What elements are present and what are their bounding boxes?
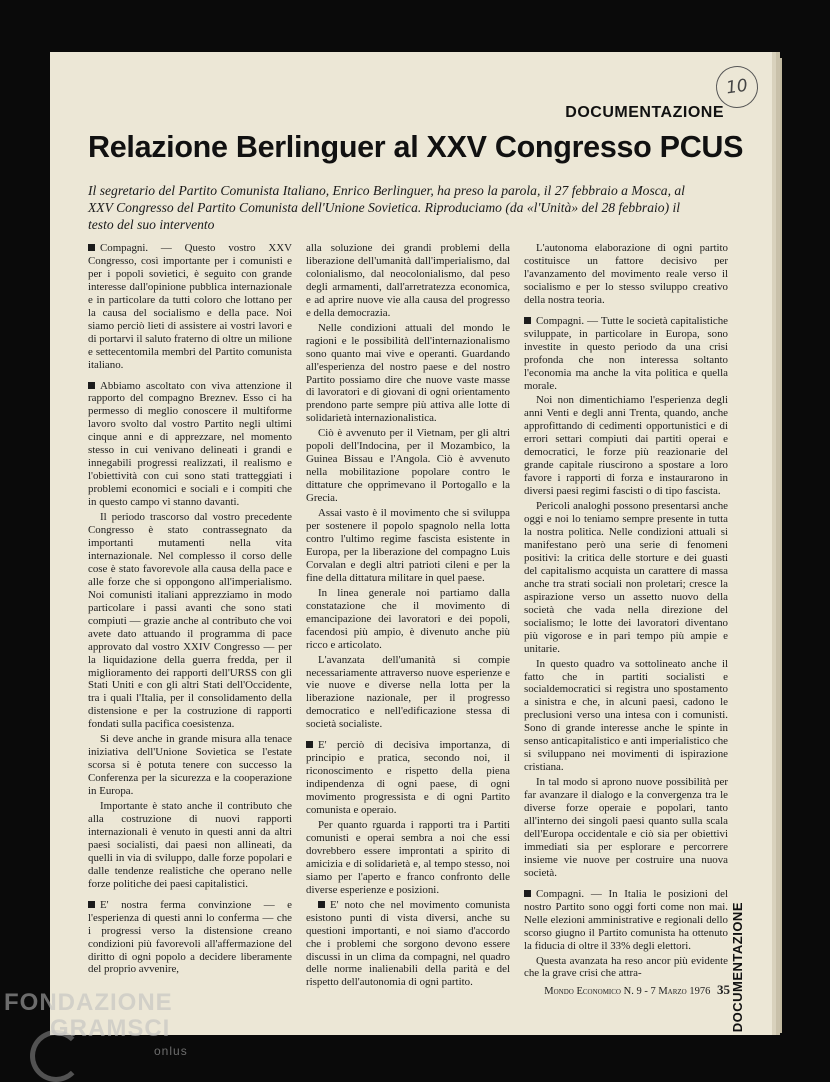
paragraph: Compagni. — Tutte le società capitalistiche sviluppate, in particolare in Europa, sono investite in questo periodo da una crisi profonda che non interessa soltanto l'economia ma anche la vita politica e quella morale. xyxy=(524,314,728,392)
paragraph: Abbiamo ascoltato con viva attenzione il rapporto del compagno Breznev. Esso ci ha permesso di meglio conoscere il multiforme lavoro svolto dal vostro Partito negli ultimi cinque anni e di apprezzare, nel momento stesso in cui venivano delineati i grandi e innegabili progressi realizzati, il realismo e l'obiettività con cui sono stati tratteggiati i problemi economici e sociali e i compiti che in questo campo vi stanno davanti. xyxy=(88,379,292,509)
paragraph: Ciò è avvenuto per il Vietnam, per gli altri popoli dell'Indocina, per il Mozambico, la Guinea Bissau e l'Angola. Ciò è avvenuto nella mobilitazione popolare contro le dittature che opprimevano il Portogallo e la Grecia. xyxy=(306,427,510,505)
column-2 xyxy=(306,242,510,989)
paragraph: Si deve anche in grande misura alla tenace iniziativa dell'Unione Sovietica se l'estate scorsa si è potuta tenere con successo la Conferenza per la sicurezza e la cooperazione in Europa. xyxy=(88,733,292,798)
issue-date: Marzo 1976 xyxy=(658,986,711,997)
article-body xyxy=(88,242,728,989)
paragraph: E' nostra ferma convinzione — e l'esperienza di questi anni lo conferma — che i progressi verso la distensione creano condizioni più favorevoli all'affermazione del diritto di ogni popolo a decidere liberamente del proprio avvenire, xyxy=(88,898,292,976)
paragraph: Noi non dimentichiamo l'esperienza degli anni Venti e degli anni Trenta, quando, anche approfittando di cedimenti opportunistici e di errori settari compiuti dai partiti operai e democratici, le forze più reazionarie del grande capitale riuscirono a spostare a loro favore i rapporti di forza e instaurarono in diversi paesi regimi fascisti o di tipo fascista. xyxy=(524,394,728,498)
paragraph: Nelle condizioni attuali del mondo le ragioni e le possibilità dell'internazionalismo sono quanto mai vive e operanti. Guardando all'esperienza del nostro paese e del nostro Partito possiamo dire che nuove vaste masse di lavoratori e di giovani di ogni orientamento prendono parte sempre più attiva alle lotte di solidarietà internazionalistica. xyxy=(306,321,510,425)
watermark xyxy=(4,990,188,1064)
watermark-line2: GRAMSCI xyxy=(50,1015,171,1042)
paragraph: Compagni. — In Italia le posizioni del nostro Partito sono oggi forti come non mai. Nelle elezioni amministrative e regionali dello scorso giugno il Partito comunista ha ottenuto la fiducia di oltre il 33% degli elettori. xyxy=(524,887,728,952)
column-3 xyxy=(524,242,728,982)
paragraph: E' perciò di decisiva importanza, di principio e pratica, secondo noi, il riconoscimento e rispetto della piena indipendenza di ogni paese, di ogni movimento progressista e di ogni Partito comunista e operaio. xyxy=(306,739,510,817)
column-1 xyxy=(88,242,292,982)
paragraph: In tal modo si aprono nuove possibilità per far avanzare il dialogo e la convergenza tra le diverse forze operaie e popolari, tanto all'interno dei singoli paesi quanto sulla scala dell'Europa occidentale e ciò sia per obiettivi immediati sia per esplorare e percorrere insieme vie nuove per costruire una nuova società. xyxy=(524,776,728,879)
paragraph: In questo quadro va sottolineato anche il fatto che in partiti socialisti e socialdemocratici si registra uno spostamento a sinistra e che, in alcuni paesi, cadono le preclusioni verso una intesa con i comunisti. Sono di grande interesse anche le spinte in senso anticapitalistico e anti imperialistico che si sviluppano nei movimenti di ispirazione cristiana. xyxy=(524,657,728,774)
issue-number: N. 9 - 7 xyxy=(623,986,656,997)
paragraph: alla soluzione dei grandi problemi della liberazione dell'umanità dall'imperialismo, dal colonialismo, dal neocolonialismo, dal peso degli armamenti, dall'arretratezza economica, e ad aprire nuove vie alla causa del progresso e della democrazia. xyxy=(306,242,510,319)
watermark-line1: FONDAZIONE xyxy=(4,989,173,1016)
page-number: 35 xyxy=(717,982,730,997)
watermark-line3: onlus xyxy=(154,1044,188,1058)
paragraph: E' noto che nel movimento comunista esistono punti di vista diversi, anche su questioni importanti, e noi siamo d'accordo che i problemi che sorgono devono essere discussi in un clima da compagni, nel quadro delle norme inalienabili della parità e del rispetto dell'autonomia di ogni partito. xyxy=(306,898,510,989)
paragraph: Questa avanzata ha reso ancor più evidente che la grave crisi che attra- xyxy=(524,954,728,980)
section-label: DOCUMENTAZIONE xyxy=(565,104,724,121)
journal-name: Mondo Economico xyxy=(544,986,621,997)
square-bullet-icon xyxy=(88,244,95,251)
paragraph: Importante è stato anche il contributo che alla costruzione di nuovi rapporti internazionali è venuto in questi anni da altri paesi socialisti, dai paesi non allineati, da quelli in via di sviluppo, dalle forze popolari e dalle tendenze realistiche che operano nelle forze politiche dei paesi capitalistici. xyxy=(88,800,292,890)
square-bullet-icon xyxy=(524,890,531,897)
paragraph: In linea generale noi partiamo dalla constatazione che il movimento di emancipazione dei lavoratori e dei popoli, facendosi più ampio, è divenuto anche più ricco e articolato. xyxy=(306,586,510,651)
article-title: Relazione Berlinguer al XXV Congresso PCUS xyxy=(88,130,744,164)
square-bullet-icon xyxy=(318,901,325,908)
square-bullet-icon xyxy=(524,317,531,324)
paragraph: Compagni. — Questo vostro XXV Congresso, così importante per i comunisti e per i popoli sovietici, è seguito con grande interesse dall'opinione pubblica internazionale e in particolare da tutti coloro che lottano per la causa del socialismo e della pace. Noi siamo perciò lieti di assistere ai vostri lavori e di portarvi il saluto fraterno di oltre un milione e settecentomila membri del Partito comunista italiano. xyxy=(88,242,292,371)
paragraph: Assai vasto è il movimento che si sviluppa per sostenere il popolo spagnolo nella lotta contro l'ultimo regime fascista esistente in Europa, per la liberazione del compagno Luis Corvalan e degli altri patrioti cileni e per la fine della dittatura militare in quel paese. xyxy=(306,507,510,584)
square-bullet-icon xyxy=(88,382,95,389)
paragraph: Il periodo trascorso dal vostro precedente Congresso è stato contrassegnato da importanti mutamenti nella vita internazionale. Nel complesso il corso delle cose è stato favorevole alla causa della pace e alle forze che si oppongono all'imperialismo. Noi comunisti italiani apprezziamo in modo particolare i passi avanti che sono stati compiuti — grazie anche al contributo che voi avete dato attuando il programma di pace approvato dal vostro XXIV Congresso — per la liquidazione della guerra fredda, per il miglioramento dei rapporti dell'URSS con gli Stati Uniti e con gli altri Stati dell'Occidente, tra i quali l'Italia, per il consolidamento della distensione e per la costruzione di rapporti fondati sulla pacifica coesistenza. xyxy=(88,511,292,731)
side-section-label: DOCUMENTAZIONE xyxy=(730,902,745,1033)
article-subtitle: Il segretario del Partito Comunista Italiano, Enrico Berlinguer, ha preso la parola, il 27 febbraio a Mosca, al XXV Congresso del Partito Comunista dell'Unione Sovietica. Riproduciamo (da «l'Unità» del 28 febbraio) il testo del suo intervento xyxy=(88,183,685,232)
page-footer xyxy=(520,982,730,998)
paragraph: Per quanto rguarda i rapporti tra i Partiti comunisti e operai sembra a noi che essi dovrebbero essere improntati a spirito di amicizia e di solidarietà e, al tempo stesso, noi siamo per l'aperto e franco confronto delle diverse esperienze e posizioni. xyxy=(306,818,510,896)
square-bullet-icon xyxy=(88,901,95,908)
page-edge xyxy=(772,58,782,1033)
document-page xyxy=(50,52,772,1035)
handwritten-page-number: 10 xyxy=(713,63,760,110)
paragraph: L'autonoma elaborazione di ogni partito costituisce un fattore decisivo per l'avanzamento del movimento reale verso il socialismo e per lo stesso sviluppo creativo della nostra teoria. xyxy=(524,242,728,306)
paragraph: L'avanzata dell'umanità si compie necessariamente attraverso nuove esperienze e vie nuove e diverse nella lotta per la liberazione nazionale, per il progresso democratico e nell'edificazione stessa di società socialiste. xyxy=(306,653,510,731)
paragraph: Pericoli analoghi possono presentarsi anche oggi e noi lo teniamo sempre presente in tutta la nostra politica. Nelle condizioni attuali si manifestano però una serie di fenomeni positivi: la critica delle storture e dei guasti del capitalismo acquista un carattere di massa anche tra strati sociali non proletari; cresce la aspirazione verso un assetto nuovo della società che vada nella direzione del socialismo; le lotte dei lavoratori diventano più vigorose e in pari tempo più ampie e unitarie. xyxy=(524,500,728,655)
square-bullet-icon xyxy=(306,741,313,748)
